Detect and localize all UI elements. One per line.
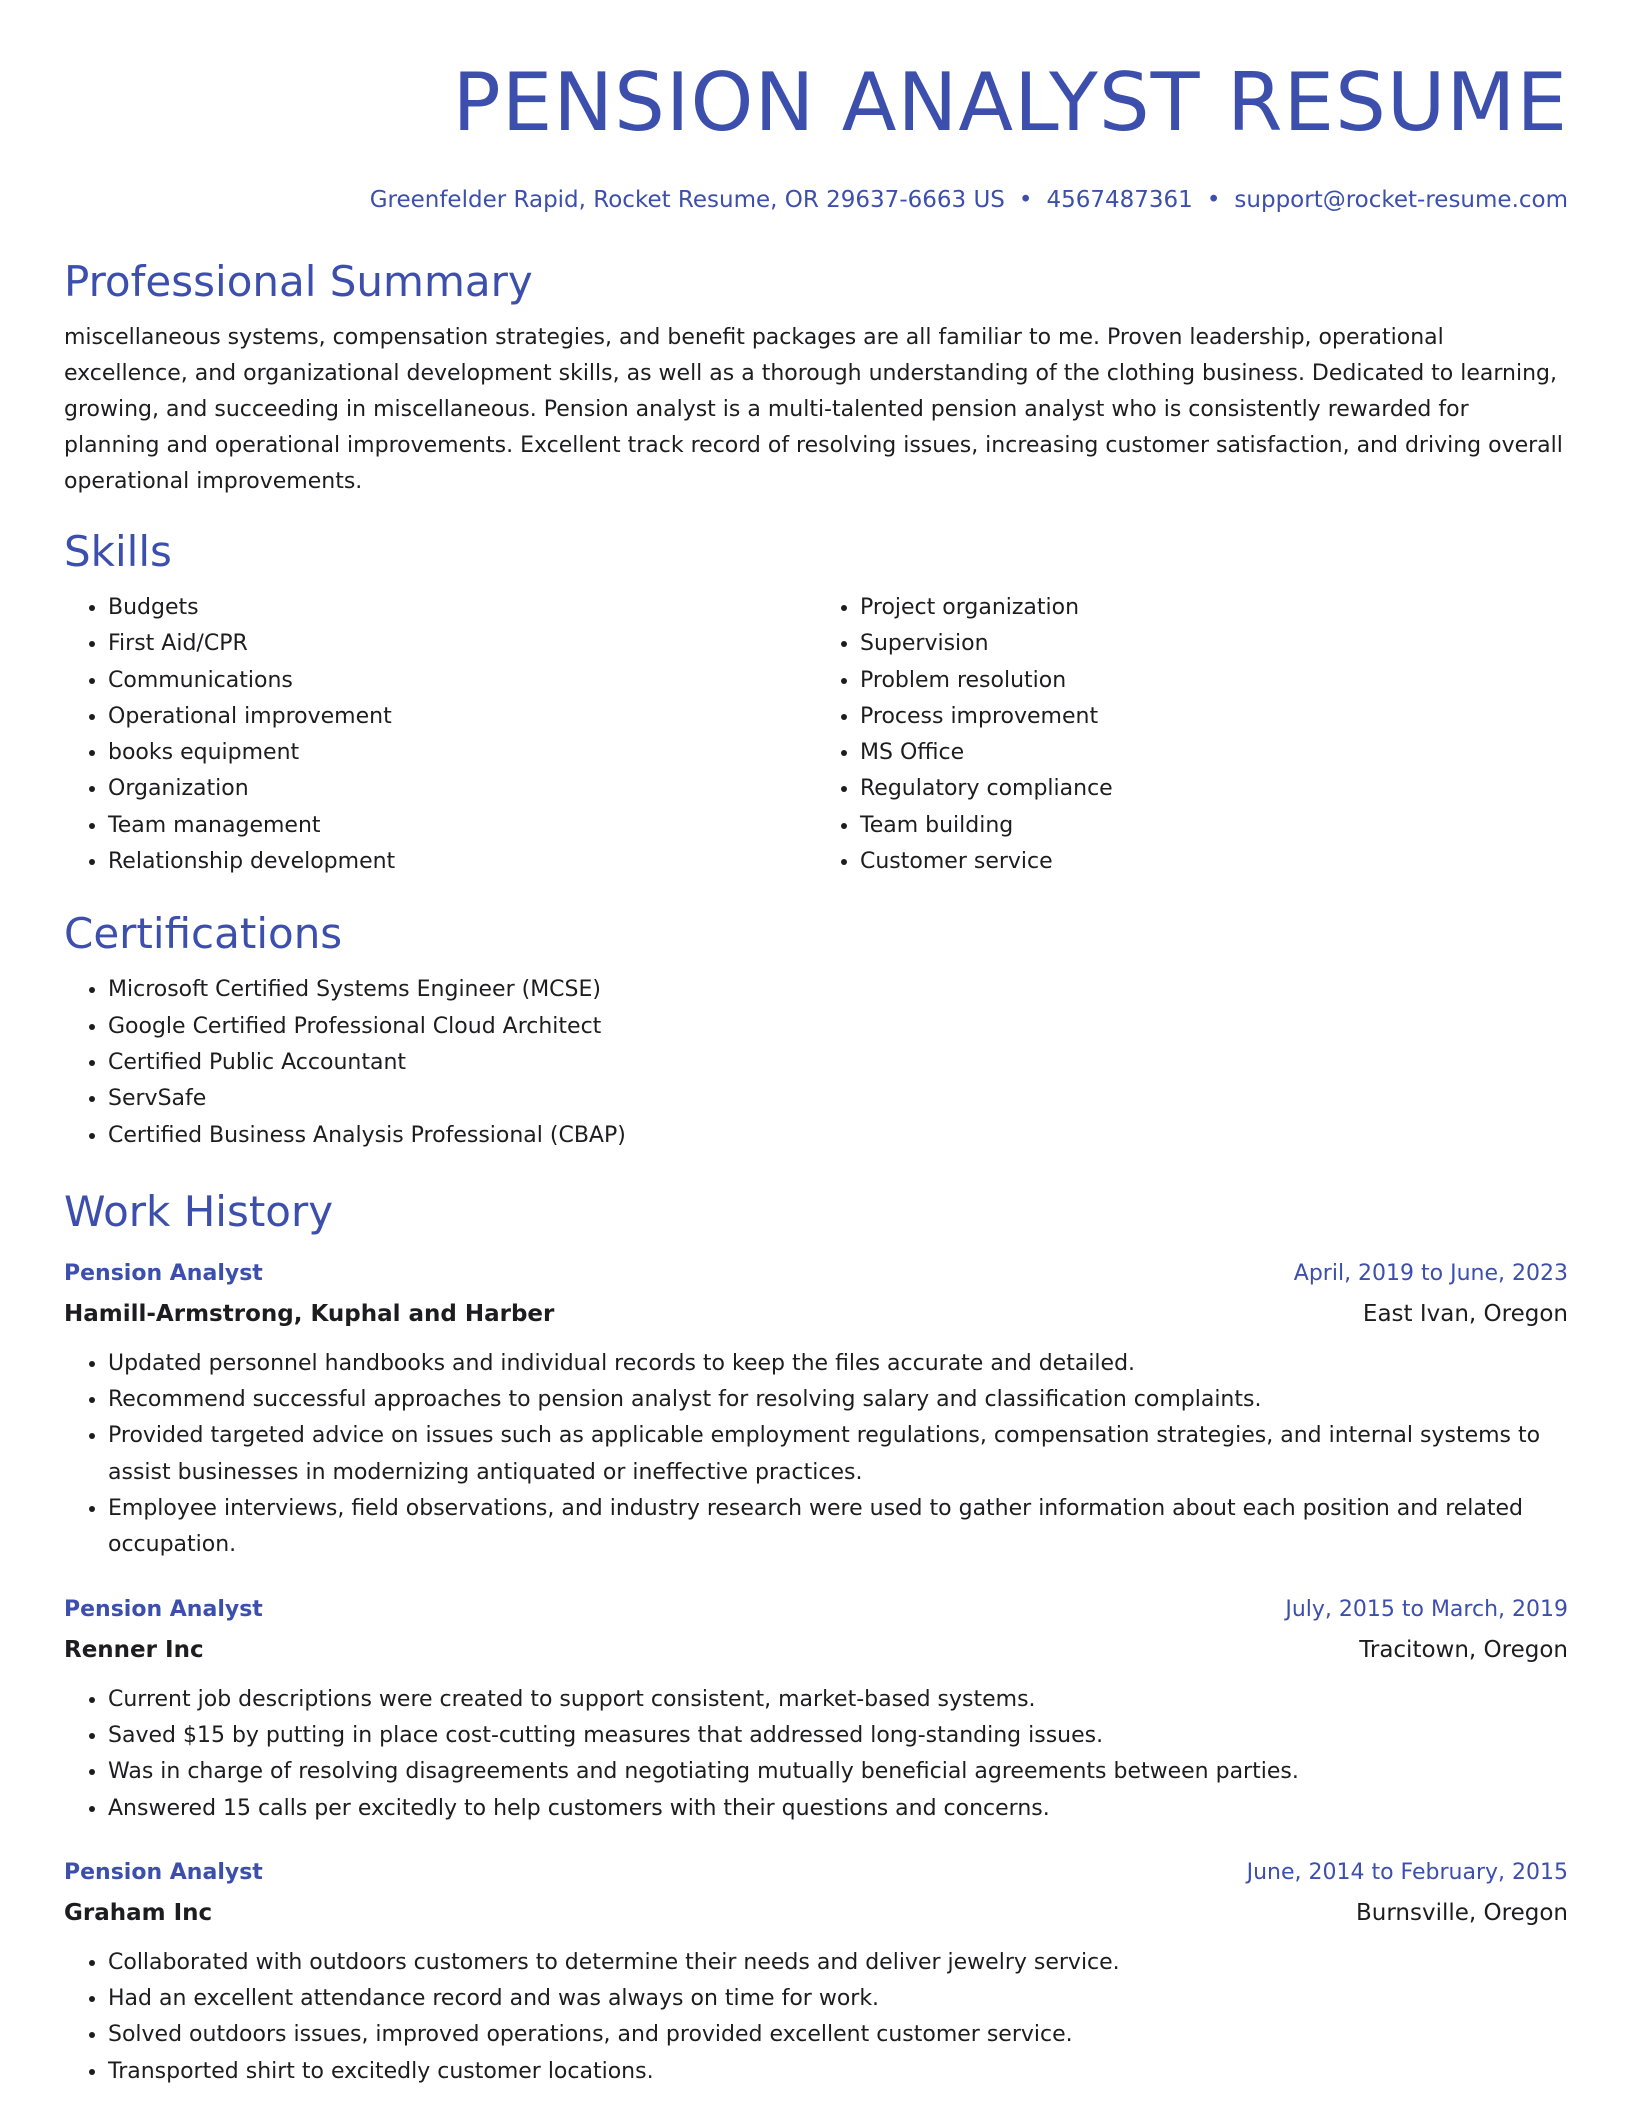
job-subheader <box>64 1634 1568 1666</box>
skill-item: • Operational improvement <box>108 699 816 735</box>
certification-item: • Certified Business Analysis Professional (CBAP) <box>108 1118 1568 1154</box>
contact-phone: 4567487361 <box>1046 187 1193 213</box>
job-bullet: • Transported shirt to excitedly customer locations. <box>108 2054 1568 2090</box>
job-bullet: • Had an excellent attendance record and was always on time for work. <box>108 1981 1568 2017</box>
job-entry <box>64 1258 1568 1564</box>
job-entry <box>64 1594 1568 1827</box>
job-title: Pension Analyst <box>64 1596 263 1622</box>
job-header <box>64 1258 1568 1290</box>
job-location: Tracitown, Oregon <box>1359 1636 1568 1663</box>
skill-item: • Relationship development <box>108 844 816 880</box>
skill-item: • Team management <box>108 808 816 844</box>
certification-item: • ServSafe <box>108 1081 1568 1117</box>
contact-email: support@rocket-resume.com <box>1234 187 1568 213</box>
skills-heading: Skills <box>64 527 172 576</box>
job-subheader <box>64 1897 1568 1929</box>
skills-list <box>64 590 1568 880</box>
skill-item: • Organization <box>108 771 816 807</box>
job-header <box>64 1857 1568 1889</box>
job-company: Renner Inc <box>64 1636 204 1663</box>
skill-item: • Problem resolution <box>860 663 1568 699</box>
certifications-list <box>64 972 1568 1153</box>
job-subheader <box>64 1298 1568 1330</box>
job-bullet: • Solved outdoors issues, improved operations, and provided excellent customer service. <box>108 2017 1568 2053</box>
job-bullet: • Provided targeted advice on issues such as applicable employment regulations, compensation strategies, and internal systems to assist businesses in modernizing antiquated or ineffective practices. <box>108 1418 1568 1491</box>
skill-item: • Communications <box>108 663 816 699</box>
skill-item: • Customer service <box>860 844 1568 880</box>
job-dates: April, 2019 to June, 2023 <box>1293 1260 1568 1286</box>
job-bullet: • Current job descriptions were created to support consistent, market-based systems. <box>108 1682 1568 1718</box>
job-location: East Ivan, Oregon <box>1362 1300 1568 1327</box>
job-company: Graham Inc <box>64 1899 213 1926</box>
skill-item: • MS Office <box>860 735 1568 771</box>
resume-title: PENSION ANALYST RESUME <box>452 56 1568 149</box>
job-bullet: • Employee interviews, field observations, and industry research were used to gather information about each position and related occupation. <box>108 1491 1568 1564</box>
certification-item: • Certified Public Accountant <box>108 1045 1568 1081</box>
certification-item: • Microsoft Certified Systems Engineer (MCSE) <box>108 972 1568 1008</box>
job-location: Burnsville, Oregon <box>1356 1899 1568 1926</box>
job-bullets <box>64 1346 1568 1564</box>
skill-item: • Process improvement <box>860 699 1568 735</box>
certification-item: • Google Certified Professional Cloud Architect <box>108 1009 1568 1045</box>
job-dates: June, 2014 to February, 2015 <box>1246 1859 1568 1885</box>
work-history-heading: Work History <box>64 1186 334 1236</box>
job-entry <box>64 1857 1568 2090</box>
skill-item: • Budgets <box>108 590 816 626</box>
job-company: Hamill-Armstrong, Kuphal and Harber <box>64 1300 555 1327</box>
job-title: Pension Analyst <box>64 1859 263 1885</box>
contact-address: Greenfelder Rapid, Rocket Resume, OR 29637-6663 US <box>369 187 1005 213</box>
skill-item: • books equipment <box>108 735 816 771</box>
summary-heading: Professional Summary <box>64 257 533 306</box>
skills-column-left <box>64 590 816 880</box>
contact-line <box>64 184 1568 216</box>
skill-item: • First Aid/CPR <box>108 626 816 662</box>
job-bullet: • Was in charge of resolving disagreements and negotiating mutually beneficial agreements between parties. <box>108 1754 1568 1790</box>
job-header <box>64 1594 1568 1626</box>
job-bullet: • Collaborated with outdoors customers to determine their needs and deliver jewelry service. <box>108 1945 1568 1981</box>
skill-item: • Supervision <box>860 626 1568 662</box>
job-bullets <box>64 1945 1568 2090</box>
certifications-heading: Certifications <box>64 909 343 959</box>
skill-item: • Regulatory compliance <box>860 771 1568 807</box>
contact-separator: • <box>1018 187 1033 213</box>
skills-column-right <box>816 590 1568 880</box>
job-dates: July, 2015 to March, 2019 <box>1285 1596 1568 1622</box>
contact-separator: • <box>1206 187 1221 213</box>
job-bullet: • Updated personnel handbooks and individual records to keep the files accurate and detailed. <box>108 1346 1568 1382</box>
job-bullets <box>64 1682 1568 1827</box>
summary-text: miscellaneous systems, compensation strategies, and benefit packages are all familiar to me. Proven leadership, operational excellence, and organizational development skills, as well as a thorough understanding of the clothing business. Dedicated to learning, growing, and succeeding in miscellaneous. Pension analyst is a multi-talented pension analyst who is consistently rewarded for planning and operational improvements. Excellent track record of resolving issues, increasing customer satisfaction, and driving overall operational improvements. <box>64 325 1563 494</box>
job-bullet: • Saved $15 by putting in place cost-cutting measures that addressed long-standing issues. <box>108 1718 1568 1754</box>
skill-item: • Team building <box>860 808 1568 844</box>
job-title: Pension Analyst <box>64 1260 263 1286</box>
job-bullet: • Answered 15 calls per excitedly to help customers with their questions and concerns. <box>108 1791 1568 1827</box>
skill-item: • Project organization <box>860 590 1568 626</box>
job-bullet: • Recommend successful approaches to pension analyst for resolving salary and classification complaints. <box>108 1382 1568 1418</box>
